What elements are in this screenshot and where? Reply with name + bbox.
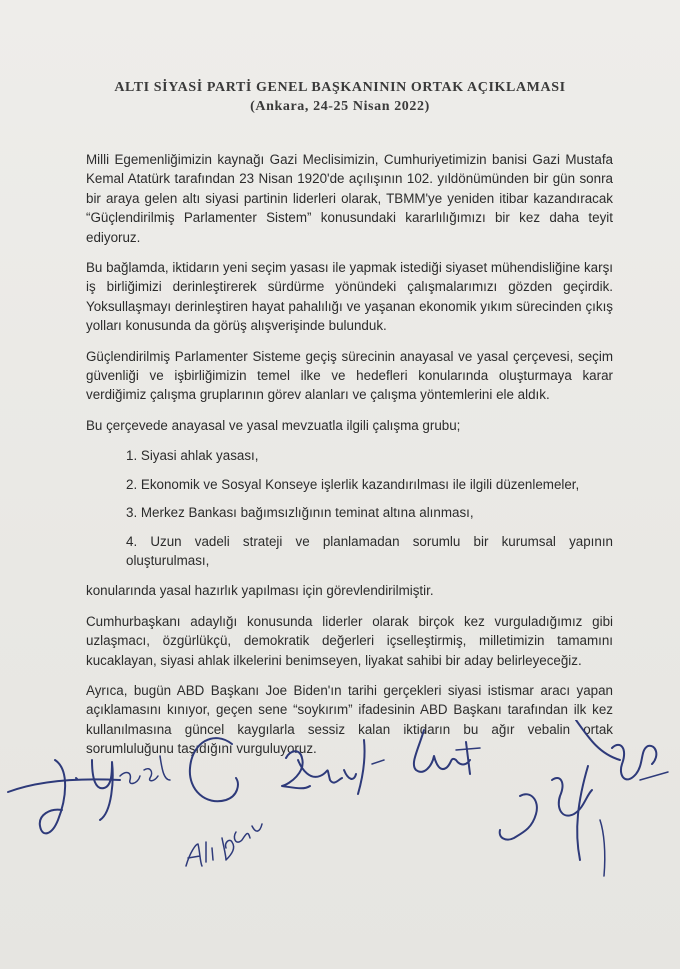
signature-4 <box>414 730 480 774</box>
signature-3 <box>282 740 384 794</box>
paragraph-6: Cumhurbaşkanı adaylığı konusunda liderler olarak birçok kez vurguladığımız gibi uzlaşmacı, özgürlükçü, demokratik değerleri içselleştirmiş, milletimizin tamamını kucaklayan, siyasi ahlak ilkelerini benimseyen, liyakat sahibi bir aday belirleyeceğiz. <box>86 613 613 668</box>
signature-area <box>0 720 680 969</box>
document-header <box>0 78 680 116</box>
signature-5 <box>500 720 620 860</box>
signature-1 <box>8 756 170 833</box>
paragraph-7: Ayrıca, bugün ABD Başkanı Joe Biden'ın tarihi gerçekleri siyasi istismar aracı yapan açıklamasını kınıyor, geçen sene “soykırım” ifadesinin ABD Başkanı tarafından ilk kez kullanılmasına güncel kaygılarla sessiz kalan iktidarın bu ağır vebalin ortak sorumluluğunu taşıdığını vurguluyoruz. <box>86 682 613 757</box>
list-item-3: 3. Merkez Bankası bağımsızlığının teminat altına alınması, <box>126 505 474 521</box>
document-title: ALTI SİYASİ PARTİ GENEL BAŞKANININ ORTAK AÇIKLAMASI <box>114 80 566 95</box>
signature-2 <box>186 738 262 866</box>
signatures-svg <box>0 720 680 969</box>
paragraph-5: konularında yasal hazırlık yapılması için görevlendirilmiştir. <box>86 583 434 599</box>
signature-6 <box>600 745 668 876</box>
paragraph-2: Bu bağlamda, iktidarın yeni seçim yasası ile yapmak istediği siyaset mühendisliğine karşı iş birliğimizi derinleştirerek sürdürme yönündeki çalışmalarımızı gözden geçirdik. Yoksullaşmayı derinleştiren hayat pahalılığı ve yaşanan ekonomik yıkım sürecinden çıkış yolları konusunda da görüş alışverişinde bulunduk. <box>86 260 613 334</box>
document-body <box>86 150 613 759</box>
list-item-2: 2. Ekonomik ve Sosyal Konseye işlerlik kazandırılması ile ilgili düzenlemeler, <box>126 476 580 492</box>
paragraph-1: Milli Egemenliğimizin kaynağı Gazi Meclisimizin, Cumhuriyetimizin banisi Gazi Mustafa Kemal Atatürk tarafından 23 Nisan 1920'de açılışının 102. yıldönümünden bir gün sonra bir araya gelen altı siyasi partinin liderleri olarak, TBMM'ye yeniden itibar kazandıracak “Güçlendirilmiş Parlamenter Sistem” konusundaki kararlılığımızı bir kez daha teyit ediyoruz. <box>86 152 613 245</box>
document-subtitle: (Ankara, 24-25 Nisan 2022) <box>250 99 430 114</box>
list-item-1: 1. Siyasi ahlak yasası, <box>126 448 259 464</box>
paragraph-3: Güçlendirilmiş Parlamenter Sisteme geçiş sürecinin anayasal ve yasal çerçevesi, seçim güvenliği ve işbirliğimizin temel ilke ve hedefleri konularında oluşturmaya karar verdiğimiz çalışma gruplarının görev alanları ve çalışma yöntemlerini ele aldık. <box>86 348 613 403</box>
list-item-4: 4. Uzun vadeli strateji ve planlamadan sorumlu bir kurumsal yapının oluşturulması, <box>126 533 613 568</box>
paragraph-4: Bu çerçevede anayasal ve yasal mevzuatla ilgili çalışma grubu; <box>86 417 461 433</box>
